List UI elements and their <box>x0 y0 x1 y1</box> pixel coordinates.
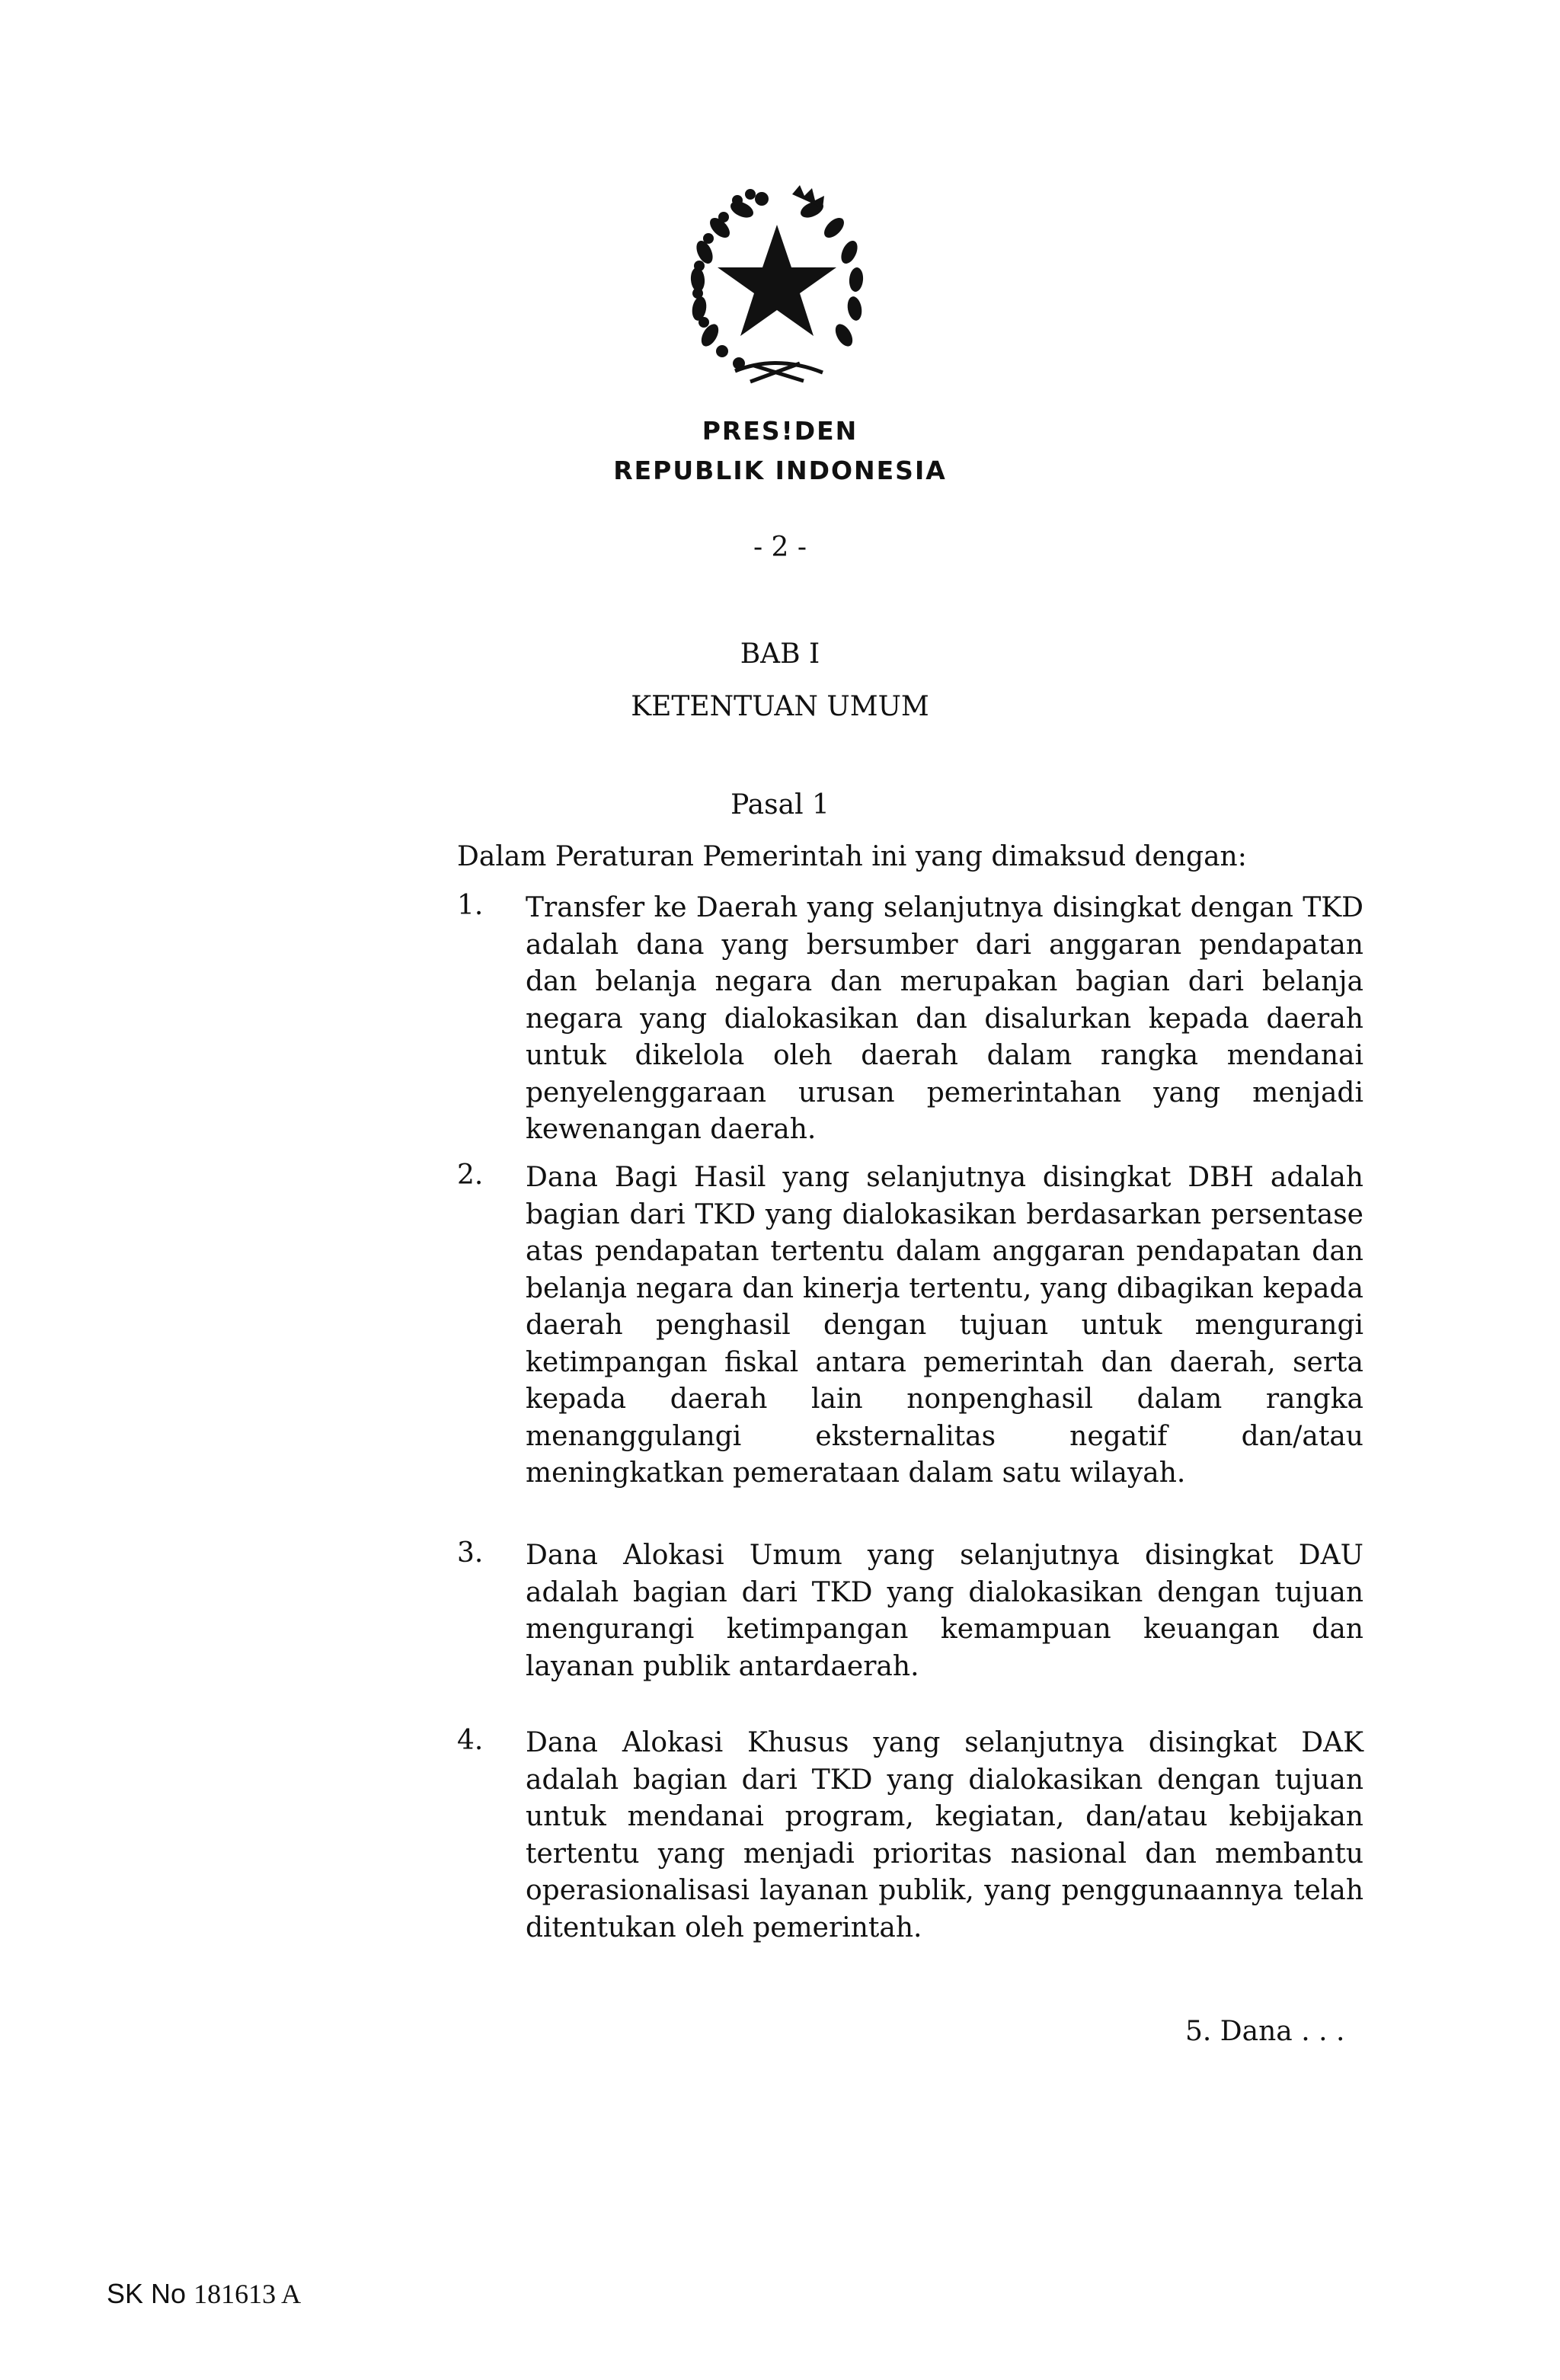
document-code-prefix: SK No <box>107 2278 187 2309</box>
list-item <box>457 1725 1363 1947</box>
list-item-text: Dana Alokasi Umum yang selanjutnya disingkat DAU adalah bagian dari TKD yang dialokasikan dengan tujuan mengurangi ketimpangan kemampuan keuangan dan layanan publik antardaerah. <box>526 1540 1363 1682</box>
letterhead-line-1: PRES!DEN <box>702 416 858 446</box>
list-item-text: Dana Alokasi Khusus yang selanjutnya disingkat DAK adalah bagian dari TKD yang dialokasikan dengan tujuan untuk mendanai program, kegiatan, dan/atau kebijakan tertentu yang menjadi prioritas nasional dan membantu operasionalisasi layanan publik, yang penggunaannya telah ditentukan oleh pemerintah. <box>526 1727 1363 1943</box>
document-code-number: 181613 A <box>193 2279 302 2309</box>
article-heading: Pasal 1 <box>730 789 830 821</box>
document-code <box>107 2278 301 2310</box>
list-item <box>457 1537 1363 1685</box>
list-item-text: Transfer ke Daerah yang selanjutnya disingkat dengan TKD adalah dana yang bersumber dari anggaran pendapatan dan belanja negara dan merupakan bagian dari belanja negara yang dialokasikan dan disalurkan kepada daerah untuk dikelola oleh daerah dalam rangka mendanai penyelenggaraan urusan pemerintahan yang menjadi kewenangan daerah. <box>526 892 1363 1145</box>
list-item <box>457 890 1363 1149</box>
chapter-number: BAB I <box>740 638 820 670</box>
list-item-number: 2. <box>457 1160 484 1191</box>
list-item-text: Dana Bagi Hasil yang selanjutnya disingkat DBH adalah bagian dari TKD yang dialokasikan berdasarkan persentase atas pendapatan tertentu dalam anggaran pendapatan dan belanja negara dan kinerja tertentu, yang dibagikan kepada daerah penghasil dengan tujuan untuk mengurangi ketimpangan fiskal antara pemerintah dan daerah, serta kepada daerah lain nonpenghasil dalam rangka menanggulangi eksternalitas negatif dan/atau meningkatkan pemerataan dalam satu wilayah. <box>526 1162 1363 1489</box>
continuation-marker: 5. Dana . . . <box>1185 2016 1345 2047</box>
page-number: - 2 - <box>753 532 807 563</box>
list-item <box>457 1160 1363 1492</box>
letterhead-line-2: REPUBLIK INDONESIA <box>613 456 947 485</box>
list-item-number: 4. <box>457 1725 484 1756</box>
list-item-number: 3. <box>457 1537 484 1569</box>
list-item-number: 1. <box>457 890 484 921</box>
intro-sentence: Dalam Peraturan Pemerintah ini yang dimaksud dengan: <box>457 841 1247 872</box>
chapter-title: KETENTUAN UMUM <box>631 691 929 722</box>
presidential-emblem-icon <box>663 171 891 400</box>
